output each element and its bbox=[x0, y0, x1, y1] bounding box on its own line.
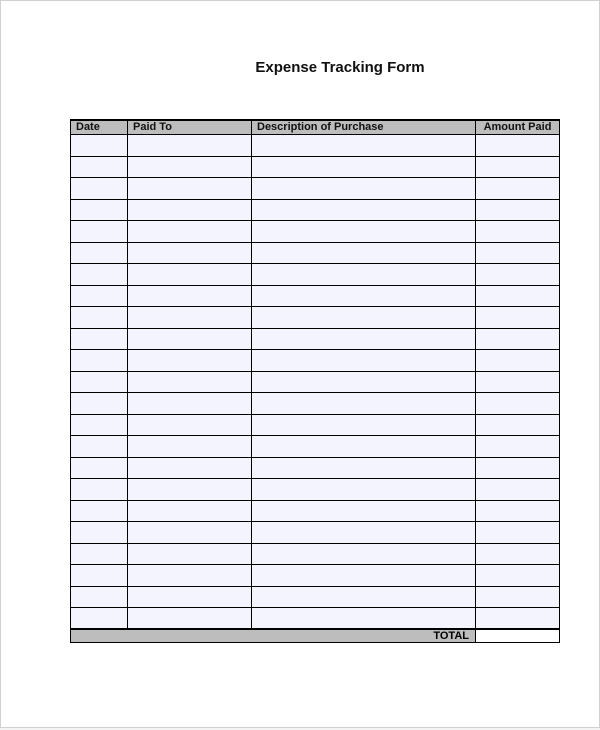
amount-paid-cell[interactable] bbox=[476, 522, 560, 544]
description-cell[interactable] bbox=[252, 135, 476, 157]
paid-to-cell[interactable] bbox=[128, 436, 252, 458]
date-cell[interactable] bbox=[71, 307, 128, 329]
paid-to-cell[interactable] bbox=[128, 199, 252, 221]
table-row bbox=[71, 135, 560, 157]
description-cell[interactable] bbox=[252, 199, 476, 221]
paid-to-cell[interactable] bbox=[128, 393, 252, 415]
table-row bbox=[71, 285, 560, 307]
paid-to-cell[interactable] bbox=[128, 543, 252, 565]
description-cell[interactable] bbox=[252, 457, 476, 479]
amount-paid-cell[interactable] bbox=[476, 199, 560, 221]
description-cell[interactable] bbox=[252, 565, 476, 587]
table-row bbox=[71, 436, 560, 458]
table-header-row bbox=[71, 120, 560, 135]
amount-paid-cell[interactable] bbox=[476, 586, 560, 608]
date-cell[interactable] bbox=[71, 414, 128, 436]
description-cell[interactable] bbox=[252, 393, 476, 415]
amount-paid-cell[interactable] bbox=[476, 307, 560, 329]
paid-to-cell[interactable] bbox=[128, 328, 252, 350]
table-row bbox=[71, 586, 560, 608]
paid-to-cell[interactable] bbox=[128, 285, 252, 307]
total-row bbox=[71, 629, 560, 643]
table-body bbox=[71, 135, 560, 630]
column-header-paid-to: Paid To bbox=[128, 120, 252, 135]
paid-to-cell[interactable] bbox=[128, 264, 252, 286]
column-header-date: Date bbox=[71, 120, 128, 135]
table-row bbox=[71, 565, 560, 587]
description-cell[interactable] bbox=[252, 608, 476, 630]
paid-to-cell[interactable] bbox=[128, 608, 252, 630]
paid-to-cell[interactable] bbox=[128, 178, 252, 200]
table-row bbox=[71, 328, 560, 350]
description-cell[interactable] bbox=[252, 156, 476, 178]
table-row bbox=[71, 178, 560, 200]
paid-to-cell[interactable] bbox=[128, 221, 252, 243]
description-cell[interactable] bbox=[252, 350, 476, 372]
paid-to-cell[interactable] bbox=[128, 156, 252, 178]
date-cell[interactable] bbox=[71, 135, 128, 157]
description-cell[interactable] bbox=[252, 436, 476, 458]
description-cell[interactable] bbox=[252, 178, 476, 200]
date-cell[interactable] bbox=[71, 156, 128, 178]
date-cell[interactable] bbox=[71, 221, 128, 243]
amount-paid-cell[interactable] bbox=[476, 393, 560, 415]
amount-paid-cell[interactable] bbox=[476, 264, 560, 286]
description-cell[interactable] bbox=[252, 264, 476, 286]
table-row bbox=[71, 522, 560, 544]
table-row bbox=[71, 414, 560, 436]
column-header-description: Description of Purchase bbox=[252, 120, 476, 135]
description-cell[interactable] bbox=[252, 371, 476, 393]
paid-to-cell[interactable] bbox=[128, 565, 252, 587]
description-cell[interactable] bbox=[252, 242, 476, 264]
total-label: TOTAL bbox=[71, 629, 476, 643]
date-cell[interactable] bbox=[71, 586, 128, 608]
amount-paid-cell[interactable] bbox=[476, 221, 560, 243]
table-row bbox=[71, 221, 560, 243]
amount-paid-cell[interactable] bbox=[476, 479, 560, 501]
paid-to-cell[interactable] bbox=[128, 479, 252, 501]
description-cell[interactable] bbox=[252, 586, 476, 608]
paid-to-cell[interactable] bbox=[128, 500, 252, 522]
amount-paid-cell[interactable] bbox=[476, 371, 560, 393]
paid-to-cell[interactable] bbox=[128, 242, 252, 264]
description-cell[interactable] bbox=[252, 522, 476, 544]
amount-paid-cell[interactable] bbox=[476, 135, 560, 157]
table-row bbox=[71, 350, 560, 372]
table-row bbox=[71, 393, 560, 415]
amount-paid-cell[interactable] bbox=[476, 543, 560, 565]
paid-to-cell[interactable] bbox=[128, 135, 252, 157]
amount-paid-cell[interactable] bbox=[476, 178, 560, 200]
date-cell[interactable] bbox=[71, 608, 128, 630]
date-cell[interactable] bbox=[71, 178, 128, 200]
amount-paid-cell[interactable] bbox=[476, 328, 560, 350]
date-cell[interactable] bbox=[71, 393, 128, 415]
paid-to-cell[interactable] bbox=[128, 457, 252, 479]
amount-paid-cell[interactable] bbox=[476, 436, 560, 458]
table-row bbox=[71, 608, 560, 630]
table-row bbox=[71, 264, 560, 286]
amount-paid-cell[interactable] bbox=[476, 414, 560, 436]
description-cell[interactable] bbox=[252, 328, 476, 350]
description-cell[interactable] bbox=[252, 221, 476, 243]
amount-paid-cell[interactable] bbox=[476, 242, 560, 264]
table-row bbox=[71, 371, 560, 393]
description-cell[interactable] bbox=[252, 414, 476, 436]
date-cell[interactable] bbox=[71, 285, 128, 307]
amount-paid-cell[interactable] bbox=[476, 285, 560, 307]
paid-to-cell[interactable] bbox=[128, 350, 252, 372]
date-cell[interactable] bbox=[71, 457, 128, 479]
date-cell[interactable] bbox=[71, 500, 128, 522]
date-cell[interactable] bbox=[71, 328, 128, 350]
description-cell[interactable] bbox=[252, 479, 476, 501]
date-cell[interactable] bbox=[71, 543, 128, 565]
amount-paid-cell[interactable] bbox=[476, 608, 560, 630]
paid-to-cell[interactable] bbox=[128, 307, 252, 329]
table-row bbox=[71, 543, 560, 565]
amount-paid-cell[interactable] bbox=[476, 565, 560, 587]
date-cell[interactable] bbox=[71, 371, 128, 393]
date-cell[interactable] bbox=[71, 436, 128, 458]
amount-paid-cell[interactable] bbox=[476, 457, 560, 479]
description-cell[interactable] bbox=[252, 543, 476, 565]
expense-table bbox=[70, 119, 560, 643]
paid-to-cell[interactable] bbox=[128, 522, 252, 544]
total-amount-field[interactable] bbox=[476, 629, 560, 643]
date-cell[interactable] bbox=[71, 264, 128, 286]
description-cell[interactable] bbox=[252, 285, 476, 307]
description-cell[interactable] bbox=[252, 307, 476, 329]
date-cell[interactable] bbox=[71, 199, 128, 221]
date-cell[interactable] bbox=[71, 479, 128, 501]
table-row bbox=[71, 156, 560, 178]
description-cell[interactable] bbox=[252, 500, 476, 522]
page-title: Expense Tracking Form bbox=[255, 59, 425, 76]
amount-paid-cell[interactable] bbox=[476, 350, 560, 372]
column-header-amount-paid: Amount Paid bbox=[476, 120, 560, 135]
table-row bbox=[71, 242, 560, 264]
table-row bbox=[71, 479, 560, 501]
amount-paid-cell[interactable] bbox=[476, 500, 560, 522]
table-row bbox=[71, 307, 560, 329]
paid-to-cell[interactable] bbox=[128, 414, 252, 436]
date-cell[interactable] bbox=[71, 350, 128, 372]
paid-to-cell[interactable] bbox=[128, 371, 252, 393]
table-row bbox=[71, 500, 560, 522]
date-cell[interactable] bbox=[71, 565, 128, 587]
date-cell[interactable] bbox=[71, 242, 128, 264]
amount-paid-cell[interactable] bbox=[476, 156, 560, 178]
table-row bbox=[71, 457, 560, 479]
date-cell[interactable] bbox=[71, 522, 128, 544]
table-row bbox=[71, 199, 560, 221]
paid-to-cell[interactable] bbox=[128, 586, 252, 608]
